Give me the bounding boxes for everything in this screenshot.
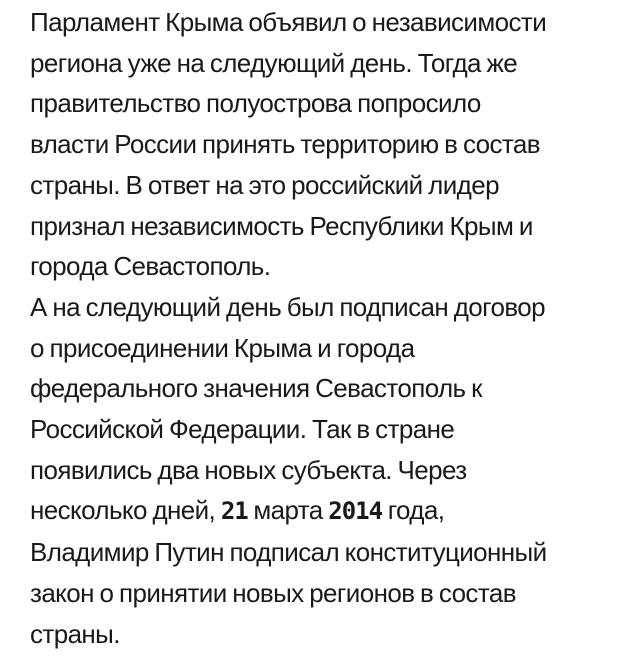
text-line: федерального значения Севастополь к — [30, 373, 482, 404]
text-line: правительство полуострова попросило — [30, 88, 481, 119]
text-line: Парламент Крыма объявил о независимости — [30, 7, 547, 37]
text-line: закон о принятии новых регионов в состав — [30, 577, 516, 608]
date-day: 21 — [220, 497, 248, 526]
text-line: Российской Федерации. Так в стране — [30, 414, 455, 445]
article-text — [30, 2, 630, 654]
date-suffix: года, — [382, 495, 445, 526]
text-line: появились два новых субъекта. Через — [30, 454, 467, 485]
date-prefix: несколько дней, — [30, 495, 221, 526]
text-line: А на следующий день был подписан договор — [30, 291, 545, 322]
date-year: 2014 — [328, 497, 383, 526]
paragraph-2 — [30, 287, 630, 654]
text-line: Владимир Путин подписал конституционный — [30, 537, 547, 568]
text-line: власти России принять территорию в состав — [30, 129, 540, 160]
date-line — [30, 490, 630, 532]
text-line: признал независимость Республики Крым и — [30, 210, 533, 241]
paragraph-1 — [30, 2, 630, 287]
date-month: марта — [247, 495, 329, 526]
text-line: страны. В ответ на это российский лидер — [30, 169, 499, 200]
text-line: о присоединении Крыма и города — [30, 332, 415, 363]
text-line: города Севастополь. — [30, 251, 271, 282]
text-line: страны. — [30, 618, 120, 649]
text-line: региона уже на следующий день. Тогда же — [30, 47, 518, 78]
